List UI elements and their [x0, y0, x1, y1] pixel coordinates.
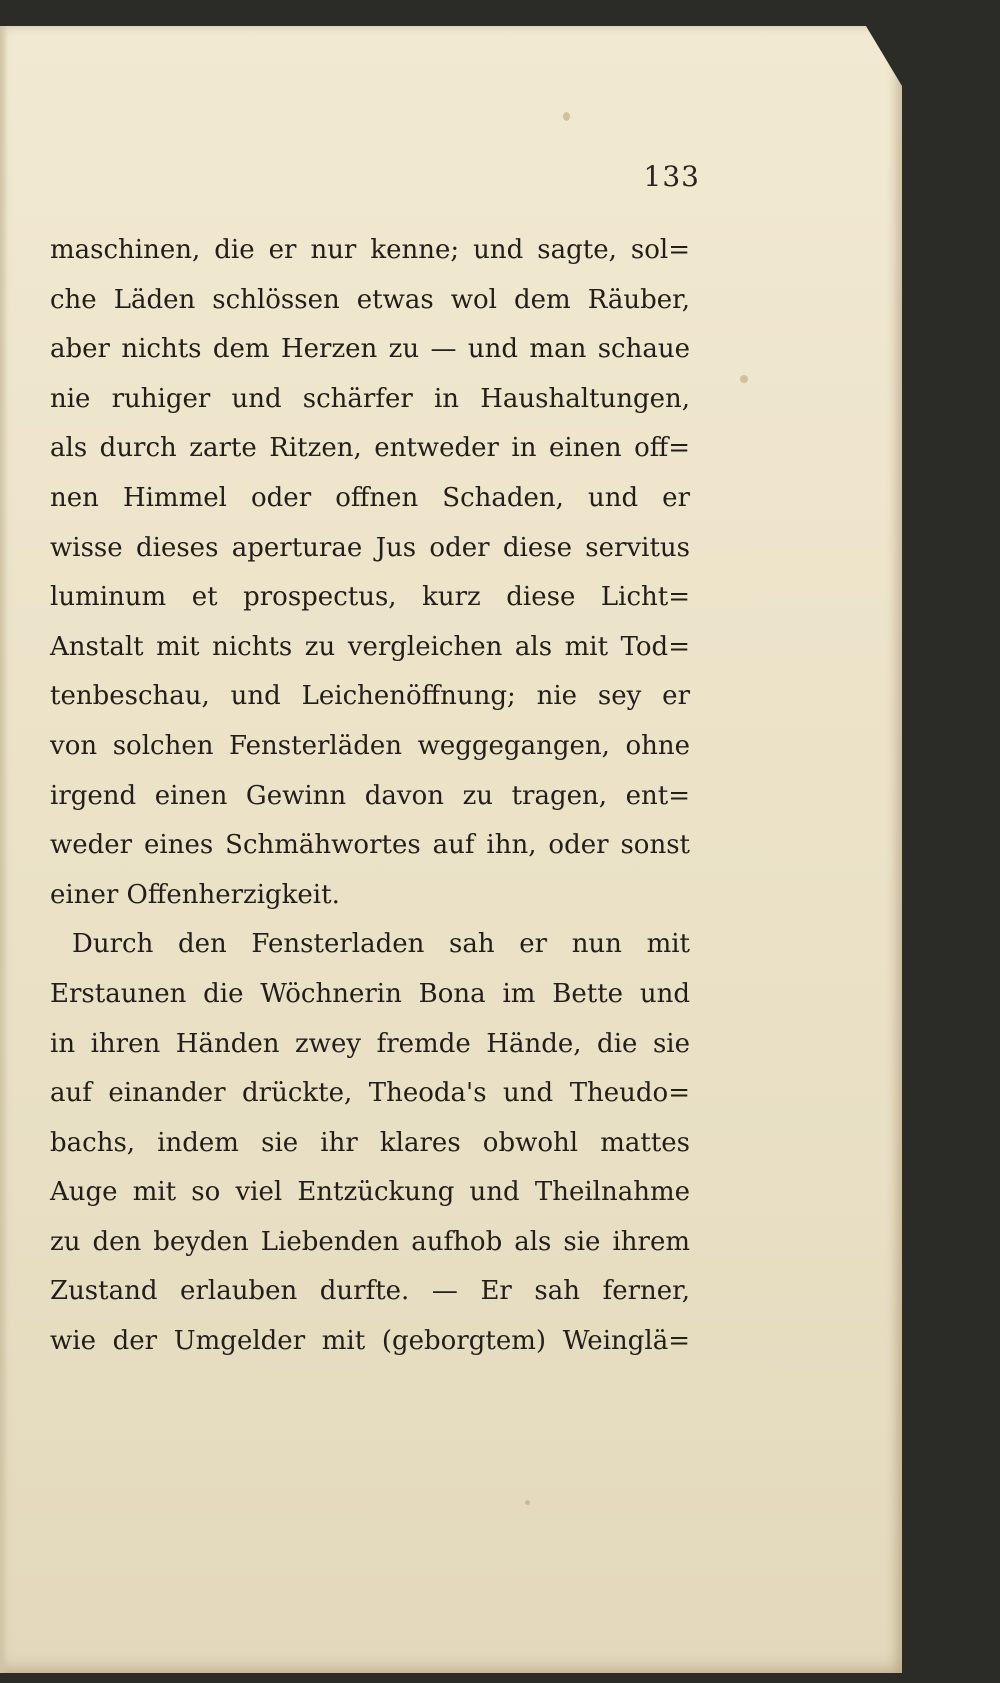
page-number: 133: [643, 160, 700, 193]
text-line: weder eines Schmähwortes auf ihn, oder sonst: [50, 830, 690, 861]
paragraph-2: [50, 920, 690, 1366]
text-line: Auge mit so viel Entzückung und Theilnahme: [50, 1177, 690, 1208]
paper-spot: [563, 112, 570, 121]
text-line: Zustand erlauben durfte. — Er sah ferner,: [50, 1276, 690, 1307]
text-line: Anstalt mit nichts zu vergleichen als mit Tod=: [50, 631, 690, 662]
text-line: auf einander drückte, Theoda's und Theudo=: [50, 1078, 690, 1109]
body-text: [50, 226, 690, 1367]
paper-spot: [525, 1500, 530, 1505]
text-line: nen Himmel oder offnen Schaden, und er: [50, 482, 690, 513]
text-line: tenbeschau, und Leichenöffnung; nie sey er: [50, 681, 690, 712]
text-line: als durch zarte Ritzen, entweder in einen off=: [50, 433, 690, 464]
text-line: Erstaunen die Wöchnerin Bona im Bette und: [50, 978, 690, 1009]
text-line: che Läden schlössen etwas wol dem Räuber,: [50, 284, 690, 315]
text-line: von solchen Fensterläden weggegangen, ohne: [50, 730, 690, 761]
paragraph-1: [50, 226, 690, 920]
text-line: in ihren Händen zwey fremde Hände, die sie: [50, 1028, 690, 1059]
paper-spot: [740, 375, 748, 383]
text-line: irgend einen Gewinn davon zu tragen, ent=: [50, 780, 690, 811]
text-line: einer Offenherzigkeit.: [50, 879, 340, 910]
page-left-edge: [0, 26, 8, 1673]
text-line: zu den beyden Liebenden aufhob als sie ihrem: [50, 1226, 690, 1257]
text-line: luminum et prospectus, kurz diese Licht=: [50, 582, 690, 613]
text-line: bachs, indem sie ihr klares obwohl mattes: [50, 1127, 690, 1158]
folded-corner: [866, 26, 902, 86]
text-line: nie ruhiger und schärfer in Haushaltungen,: [50, 383, 690, 414]
text-line: wisse dieses aperturae Jus oder diese servitus: [50, 532, 690, 563]
text-line: maschinen, die er nur kenne; und sagte, sol=: [50, 235, 690, 265]
text-line: Durch den Fensterladen sah er nun mit: [72, 929, 690, 960]
text-line: aber nichts dem Herzen zu — und man schaue: [50, 334, 690, 365]
text-line: wie der Umgelder mit (geborgtem) Weinglä=: [50, 1326, 690, 1357]
